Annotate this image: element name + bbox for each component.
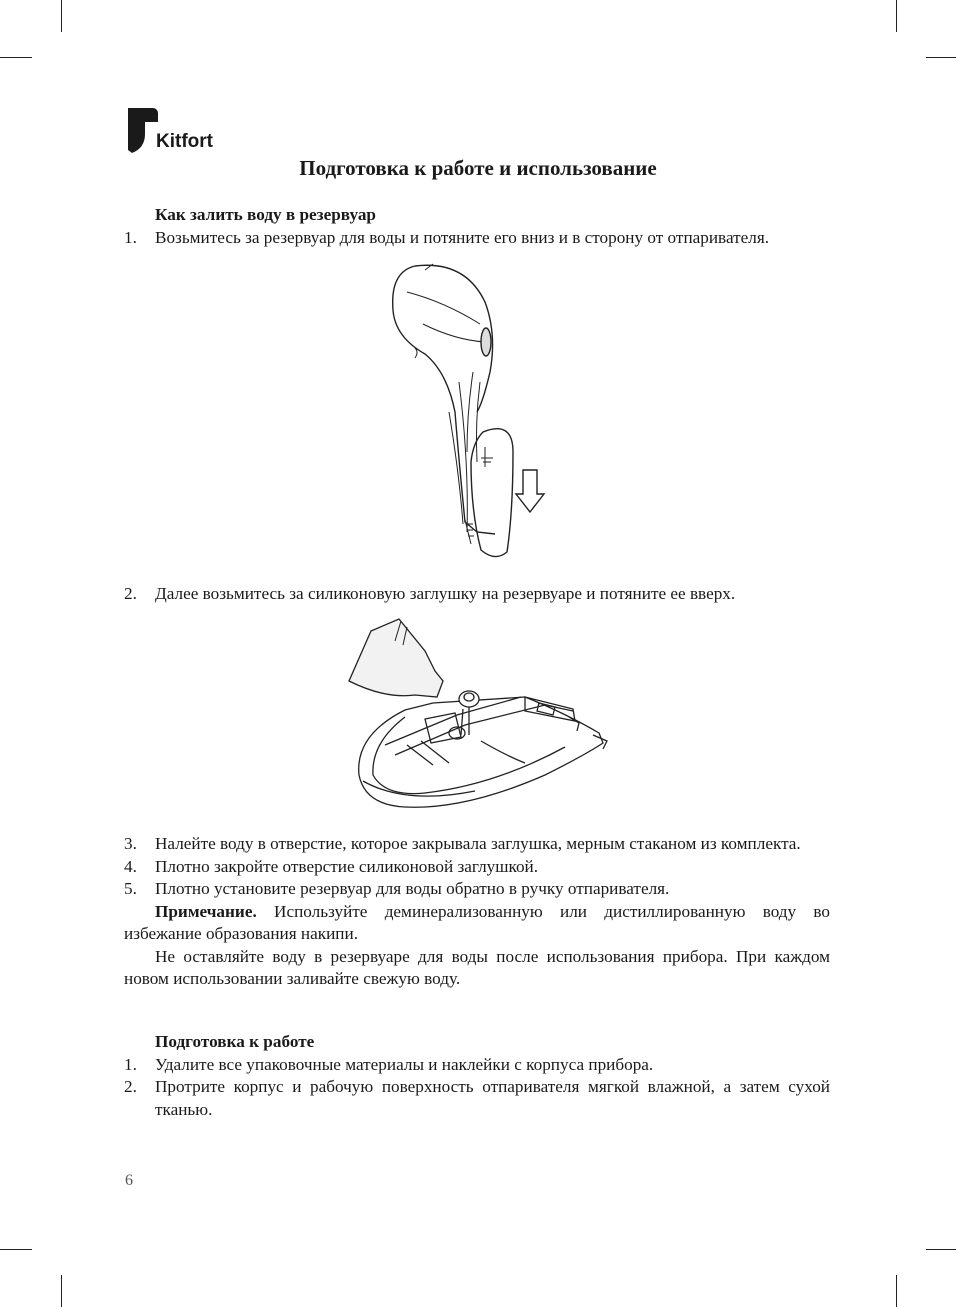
brand-logo — [127, 106, 227, 158]
list-text: Возьмитесь за резервуар для воды и потяните его вниз и в сторону от отпаривателя. — [155, 227, 770, 247]
section-fill-water-steps — [124, 833, 830, 991]
crop-mark — [896, 0, 897, 32]
list-item — [124, 878, 830, 901]
steamer-head — [393, 266, 495, 534]
figure-steamer-tank-removal — [385, 262, 550, 562]
list-item — [124, 833, 830, 856]
hand-silhouette — [349, 619, 443, 697]
water-tank-body — [359, 697, 603, 807]
list-text: Плотно установите резервуар для воды обратно в ручку отпаривателя. — [155, 879, 670, 898]
crop-mark — [0, 57, 32, 58]
page-number: 6 — [125, 1172, 133, 1189]
crop-mark — [61, 0, 62, 32]
section-heading: Как залить воду в резервуар — [155, 205, 376, 224]
list-number: 2. — [124, 584, 137, 603]
list-text: Протрите корпус и рабочую поверхность отпаривателя мягкой влажной, а затем сухой тканью. — [155, 1077, 830, 1119]
arrow-down-icon — [516, 470, 544, 512]
brand-name: Kitfort — [156, 131, 213, 152]
fresh-water-paragraph: Не оставляйте воду в резервуаре для воды после использования прибора. При каждом новом использовании заливайте свежую воду. — [124, 946, 830, 988]
list-number: 1. — [124, 227, 137, 247]
list-text: Плотно закройте отверстие силиконовой заглушкой. — [155, 856, 539, 876]
list-text: Налейте воду в отверстие, которое закрывала заглушка, мерным стаканом из комплекта. — [155, 834, 801, 853]
list-item — [124, 227, 830, 250]
section-fill-water-step2 — [124, 583, 830, 606]
crop-mark — [926, 57, 956, 58]
section-fill-water-intro — [124, 204, 830, 249]
list-number: 2. — [124, 1077, 137, 1096]
list-number: 3. — [124, 834, 137, 853]
list-item — [124, 856, 830, 879]
crop-mark — [0, 1249, 32, 1250]
crop-mark — [896, 1275, 897, 1307]
note-text: Используйте деминерализованную или дистиллированную воду во избежание образования накипи. — [124, 901, 830, 943]
figure-tank-silicone-plug — [345, 615, 613, 817]
list-item — [124, 583, 830, 606]
crop-mark — [926, 1249, 956, 1250]
note-label: Примечание. — [155, 901, 257, 921]
list-number: 5. — [124, 879, 137, 898]
list-text: Удалите все упаковочные материалы и наклейки с корпуса прибора. — [155, 1054, 654, 1074]
list-text: Далее возьмитесь за силиконовую заглушку на резервуаре и потяните ее вверх. — [155, 584, 736, 603]
water-tank — [471, 429, 513, 557]
list-number: 1. — [124, 1054, 137, 1074]
section-preparation — [124, 1031, 830, 1121]
kitfort-mark-icon — [127, 106, 159, 154]
page-title: Подготовка к работе и использование — [299, 156, 657, 180]
list-item — [124, 1076, 830, 1121]
list-item — [124, 1054, 830, 1077]
list-number: 4. — [124, 856, 137, 876]
section-heading: Подготовка к работе — [155, 1032, 315, 1051]
crop-mark — [61, 1275, 62, 1307]
note-paragraph — [124, 901, 830, 946]
